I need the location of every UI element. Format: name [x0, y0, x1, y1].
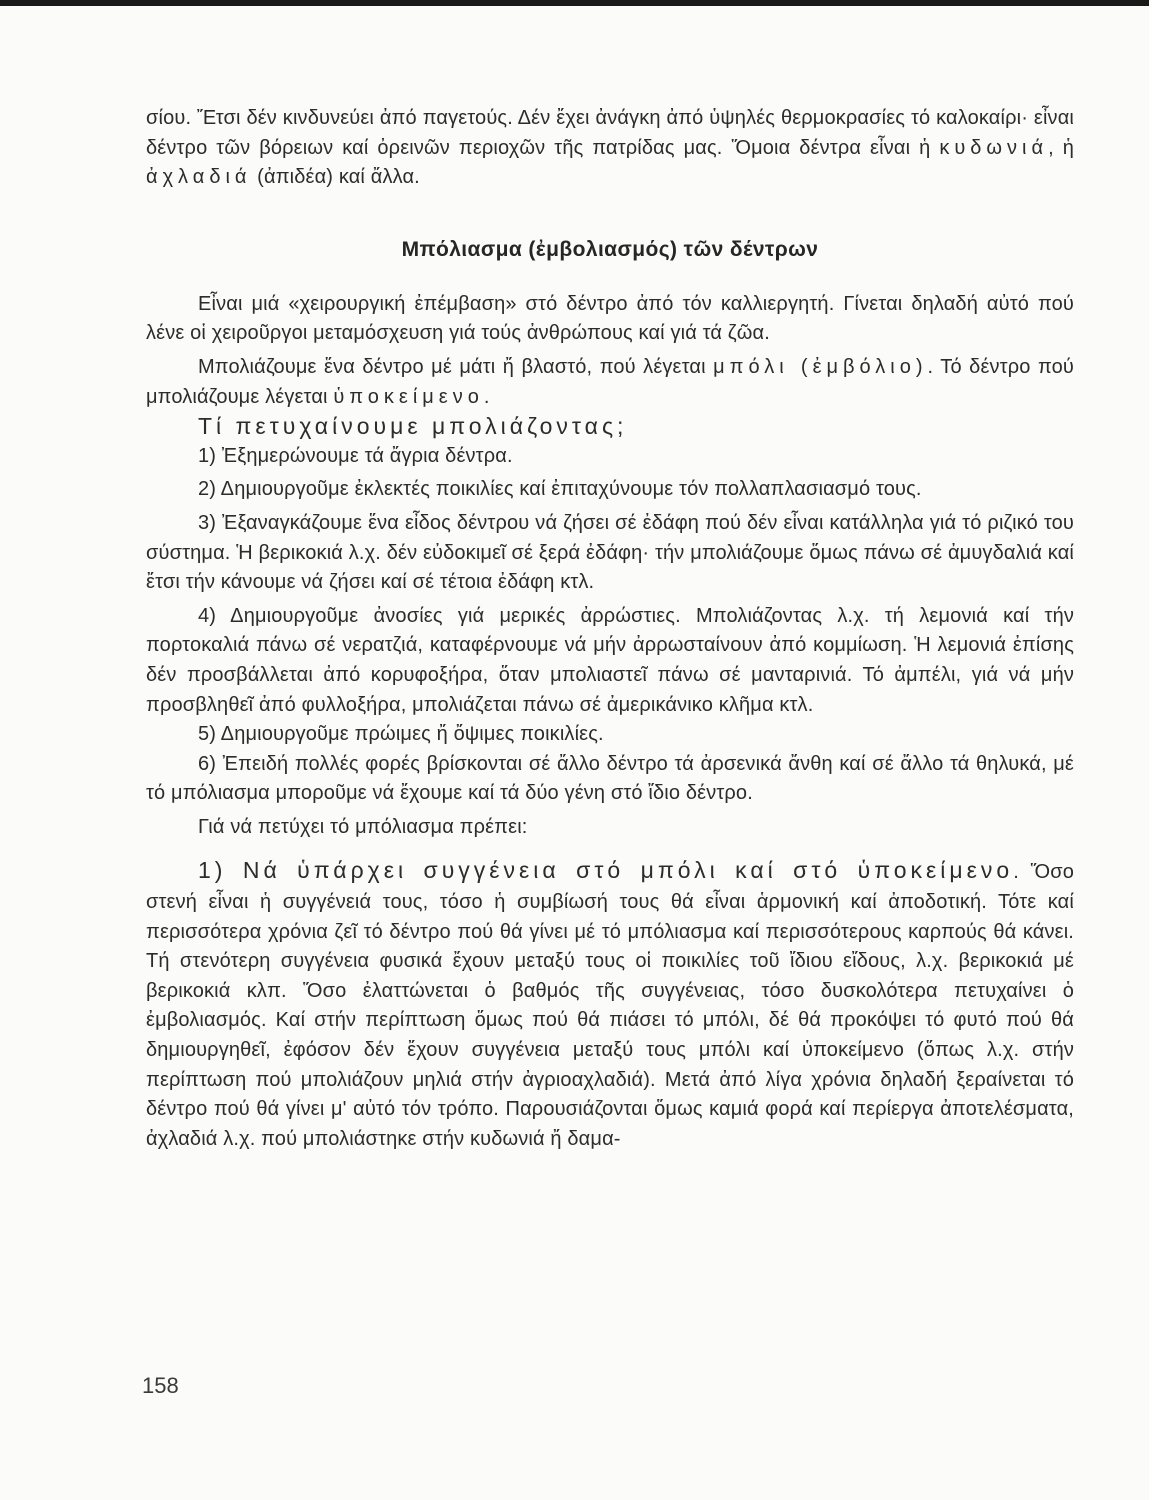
- text-run: (ἀπιδέα) καί ἄλλα.: [251, 166, 420, 189]
- paragraph-grafting: [146, 353, 1074, 412]
- text-run: σίου. Ἔτσι δέν κινδυνεύει ἀπό παγετούς. Δέν ἔχει ἀνάγκη ἀπό ὑψηλές θερμοκρασίες τό καλοκαίρι· εἶναι δέντρο τῶν βόρειων καί ὀρεινῶν περιοχῶν τῆς πατρίδας μας. Ὅμοια δέντρα εἶναι ἡ: [146, 107, 1074, 159]
- paragraph-conditions: Γιά νά πετύχει τό μπόλιασμα πρέπει:: [198, 815, 528, 838]
- spaced-term: κυδωνιά: [939, 136, 1049, 159]
- text-run: .: [483, 385, 490, 408]
- spaced-term: ἀχλαδιά: [146, 166, 252, 189]
- spaced-term: ὑποκείμενο: [333, 385, 484, 408]
- page-body: [146, 104, 1074, 1154]
- scan-top-edge: [0, 0, 1161, 6]
- paragraph-intro: [146, 104, 1074, 193]
- list-item: 2) Δημιουργοῦμε ἐκλεκτές ποικιλίες καί ἐπιταχύνουμε τόν πολλαπλασιασμό τους.: [198, 478, 922, 501]
- text-run: Μπολιάζουμε ἕνα δέντρο μέ μάτι ἤ βλαστό, πού λέγεται: [198, 355, 714, 378]
- list-item: 5) Δημιουργοῦμε πρώιμες ἤ ὄψιμες ποικιλίες.: [198, 723, 604, 746]
- spaced-term: 1) Νά ὑπάρχει συγγένεια στό μπόλι καί στό ὑποκείμενο: [198, 857, 1014, 884]
- list-item: 4) Δημιουργοῦμε ἀνοσίες γιά μερικές ἀρρώστιες. Μπολιάζοντας λ.χ. τή λεμονιά καί τήν πορτοκαλιά πάνω σέ νερατζιά, καταφέρνουμε νά μήν ἀρρωσταίνουν ἀπό κομμίωση. Ἡ λεμονιά ἐπίσης δέν προσβάλλεται ἀπό κορυφοξήρα, ὅταν μπολιαστεῖ πάνω σέ μανταρινιά. Τό ἀμπέλι, γιά νά μήν προσβληθεῖ ἀπό φυλλοξήρα, μπολιάζεται πάνω σέ ἀμερικάνικο κλῆμα κτλ.: [146, 604, 1074, 716]
- paragraph-condition-1: [146, 856, 1074, 1154]
- scan-right-edge: [1149, 0, 1161, 1500]
- list-item: 6) Ἐπειδή πολλές φορές βρίσκονται σέ ἄλλο δέντρο τά ἀρσενικά ἄνθη καί σέ ἄλλο τά θηλυκά, μέ τό μπόλιασμα μποροῦμε νά ἔχουμε καί τά δύο γένη στό ἴδιο δέντρο.: [146, 752, 1074, 805]
- spaced-term: μπόλι (ἐμβόλιο): [713, 355, 928, 378]
- list-item: 1) Ἐξημερώνουμε τά ἄγρια δέντρα.: [198, 444, 513, 467]
- text-run: , ἡ: [1048, 136, 1075, 159]
- section-heading: Μπόλιασμα (ἐμβολιασμός) τῶν δέντρων: [401, 237, 819, 261]
- text-run: . Ὅσο στενή εἶναι ἡ συγγένειά τους, τόσο ἡ συμβίωσή τους θά εἶναι ἁρμονική καί ἀποδοτική. Τότε καί περισσότερα χρόνια ζεῖ τό δέντρο πού θά γίνει μέ τό μπόλιασμα καί περισσότερους καρπούς θά κάνει. Τή στενότερη συγγένεια φυσικά ἔχουν μεταξύ τους οἱ ποικιλίες τοῦ ἴδιου εἴδους, λ.χ. βερικοκιά μέ βερικοκιά κλπ. Ὅσο ἐλαττώνεται ὁ βαθμός τῆς συγγένειας, τόσο δυσκολότερα πετυχαίνει ὁ ἐμβολιασμός. Καί στήν περίπτωση ὅμως πού θά πιάσει τό μπόλι, δέ θά προκόψει τό φυτό πού θά δημιουργηθεῖ, ἐφόσον δέν ἔχουν συγγένεια μεταξύ τους μπόλι καί ὑποκείμενο (ὅπως λ.χ. στήν περίπτωση πού μπολιάζουν μηλιά στήν ἀγριοαχλαδιά). Μετά ἀπό λίγα χρόνια δηλαδή ξεραίνεται τό δέντρο πού θά γίνει μ' αὐτό τόν τρόπο. Παρουσιάζονται ὅμως καμιά φορά καί περίεργα ἀποτελέσματα, ἀχλαδιά λ.χ. πού μπολιάστηκε στήν κυδωνιά ἤ δαμα-: [146, 861, 1074, 1150]
- page-number: 158: [142, 1373, 179, 1398]
- text-run: . Τό δέντρο πού μπολιάζουμε λέγεται: [146, 355, 1074, 408]
- question-line: Τί πετυχαίνουμε μπολιάζοντας;: [198, 413, 628, 440]
- list-item: 3) Ἐξαναγκάζουμε ἕνα εἶδος δέντρου νά ζήσει σέ ἐδάφη πού δέν εἶναι κατάλληλα γιά τό ριζικό του σύστημα. Ἡ βερικοκιά λ.χ. δέν εὐδοκιμεῖ σέ ξερά ἐδάφη· τήν μπολιάζουμε ὅμως πάνω σέ ἀμυγδαλιά καί ἔτσι τήν κάνουμε νά ζήσει καί σέ τέτοια ἐδάφη κτλ.: [146, 511, 1074, 594]
- paragraph-definition: Εἶναι μιά «χειρουργική ἐπέμβαση» στό δέντρο ἀπό τόν καλλιεργητή. Γίνεται δηλαδή αὐτό πού λένε οἱ χειροῦργοι μεταμόσχευση γιά τούς ἀνθρώπους καί γιά τά ζῶα.: [146, 292, 1074, 345]
